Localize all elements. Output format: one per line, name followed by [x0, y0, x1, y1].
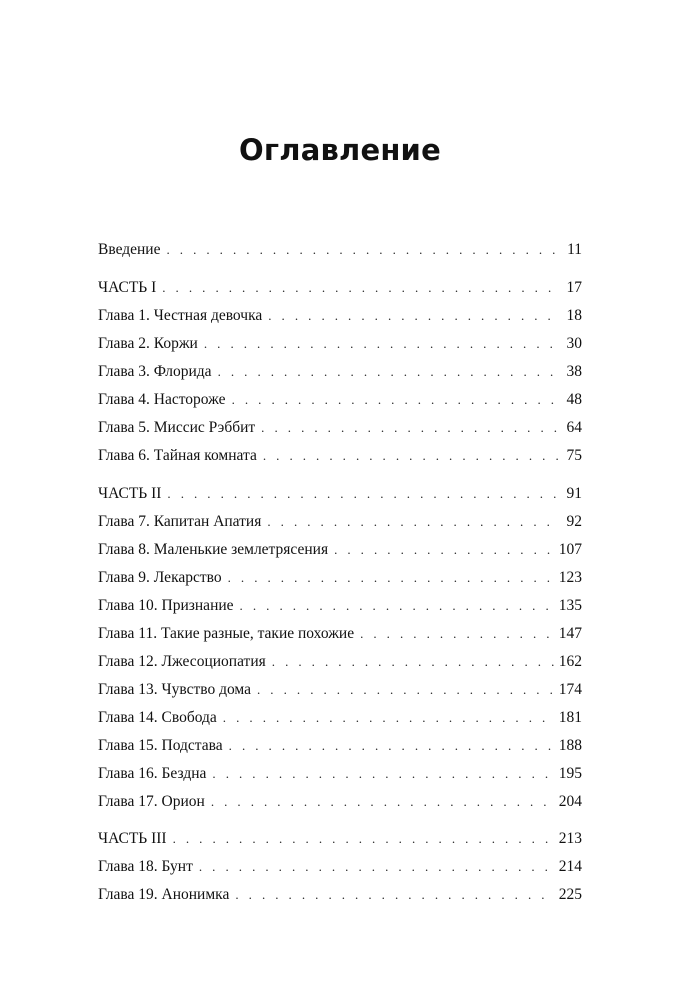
toc-entry-part-1[interactable]: [98, 276, 582, 300]
toc-entry-label: Глава 14. Свобода: [98, 709, 217, 726]
toc-entry-label: Введение: [98, 241, 161, 258]
toc-entry-label: Глава 13. Чувство дома: [98, 681, 251, 698]
toc-page-number: 91: [566, 485, 582, 502]
toc-entry-label: Глава 7. Капитан Апатия: [98, 513, 262, 530]
toc-entry-chapter-9[interactable]: [98, 566, 582, 590]
toc-dot-leader: [263, 444, 558, 468]
toc-dot-leader: [235, 883, 554, 907]
toc-page-number: 92: [566, 513, 582, 530]
toc-dot-leader: [204, 332, 558, 356]
toc-entry-label: Глава 18. Бунт: [98, 858, 193, 875]
toc-entry-chapter-3[interactable]: [98, 360, 582, 384]
toc-entry-chapter-18[interactable]: [98, 855, 582, 879]
toc-entry-chapter-6[interactable]: [98, 444, 582, 468]
toc-dot-leader: [229, 734, 555, 758]
toc-page-number: 17: [566, 279, 582, 296]
toc-entry-chapter-14[interactable]: [98, 706, 582, 730]
toc-entry-label: Глава 5. Миссис Рэббит: [98, 419, 256, 436]
page-title: Оглавление: [239, 133, 441, 167]
toc-dot-leader: [167, 482, 558, 506]
toc-entry-label: Глава 3. Флорида: [98, 363, 212, 380]
toc-entry-chapter-10[interactable]: [98, 594, 582, 618]
toc-entry-label: Глава 10. Признание: [98, 597, 234, 614]
toc-entry-chapter-15[interactable]: [98, 734, 582, 758]
toc-dot-leader: [268, 304, 558, 328]
toc-entry-chapter-1[interactable]: [98, 304, 582, 328]
toc-entry-label: ЧАСТЬ I: [98, 279, 157, 296]
toc-dot-leader: [223, 706, 555, 730]
toc-entry-chapter-4[interactable]: [98, 388, 582, 412]
toc-page-number: 123: [558, 569, 582, 586]
toc-entry-label: Глава 6. Тайная комната: [98, 447, 257, 464]
toc-entry-chapter-7[interactable]: [98, 510, 582, 534]
toc-entry-label: Глава 8. Маленькие землетрясения: [98, 541, 329, 558]
toc-entry-label: Глава 19. Анонимка: [98, 886, 230, 903]
toc-entry-label: Глава 4. Настороже: [98, 391, 226, 408]
toc-entry-chapter-11[interactable]: [98, 622, 582, 646]
toc-entry-chapter-16[interactable]: [98, 762, 582, 786]
toc-dot-leader: [218, 360, 558, 384]
toc-entry-label: Глава 16. Бездна: [98, 765, 207, 782]
toc-entry-chapter-17[interactable]: [98, 790, 582, 814]
toc-entry-label: Глава 15. Подстава: [98, 737, 223, 754]
toc-page-number: 18: [566, 307, 582, 324]
toc-page-number: 135: [558, 597, 582, 614]
toc-entry-part-3[interactable]: [98, 827, 582, 851]
toc-entry-introduction[interactable]: [98, 238, 582, 262]
toc-page-number: 75: [566, 447, 582, 464]
toc-entry-chapter-8[interactable]: [98, 538, 582, 562]
toc-page-number: 225: [558, 886, 582, 903]
toc-page-number: 30: [566, 335, 582, 352]
toc-page-number: 213: [558, 830, 582, 847]
toc-page-number: 214: [558, 858, 582, 875]
toc-entry-chapter-13[interactable]: [98, 678, 582, 702]
toc-dot-leader: [267, 510, 558, 534]
toc-page-number: 181: [558, 709, 582, 726]
toc-page-number: 174: [558, 681, 582, 698]
toc-entry-label: Глава 11. Такие разные, такие похожие: [98, 625, 355, 642]
toc-page-number: 64: [566, 419, 582, 436]
toc-entry-label: Глава 12. Лжесоциопатия: [98, 653, 266, 670]
toc-dot-leader: [212, 762, 554, 786]
toc-dot-leader: [228, 566, 555, 590]
toc-dot-leader: [162, 276, 558, 300]
toc-entry-chapter-12[interactable]: [98, 650, 582, 674]
toc-page-number: 195: [558, 765, 582, 782]
toc-dot-leader: [173, 827, 555, 851]
toc-dot-leader: [199, 855, 555, 879]
toc-entry-part-2[interactable]: [98, 482, 582, 506]
toc-page-number: 147: [558, 625, 582, 642]
toc-page-number: 38: [566, 363, 582, 380]
toc-dot-leader: [334, 538, 555, 562]
toc-dot-leader: [257, 678, 555, 702]
toc-entry-label: ЧАСТЬ III: [98, 830, 167, 847]
toc-page-number: 107: [558, 541, 582, 558]
toc-page-number: 162: [558, 653, 582, 670]
toc-entry-label: Глава 9. Лекарство: [98, 569, 222, 586]
toc-page-number: 11: [567, 241, 582, 258]
toc-dot-leader: [211, 790, 555, 814]
toc-dot-leader: [240, 594, 555, 618]
toc-dot-leader: [272, 650, 555, 674]
toc-entry-chapter-5[interactable]: [98, 416, 582, 440]
toc-dot-leader: [261, 416, 558, 440]
toc-dot-leader: [360, 622, 555, 646]
toc-entry-label: Глава 17. Орион: [98, 793, 205, 810]
toc-page-number: 188: [558, 737, 582, 754]
toc-dot-leader: [166, 238, 558, 262]
toc-entry-label: Глава 1. Честная девочка: [98, 307, 263, 324]
toc-entry-chapter-19[interactable]: [98, 883, 582, 907]
toc-entry-label: Глава 2. Коржи: [98, 335, 198, 352]
toc-page-number: 204: [558, 793, 582, 810]
toc-page-number: 48: [566, 391, 582, 408]
toc-entry-chapter-2[interactable]: [98, 332, 582, 356]
toc-entry-label: ЧАСТЬ II: [98, 485, 162, 502]
toc-dot-leader: [232, 388, 558, 412]
